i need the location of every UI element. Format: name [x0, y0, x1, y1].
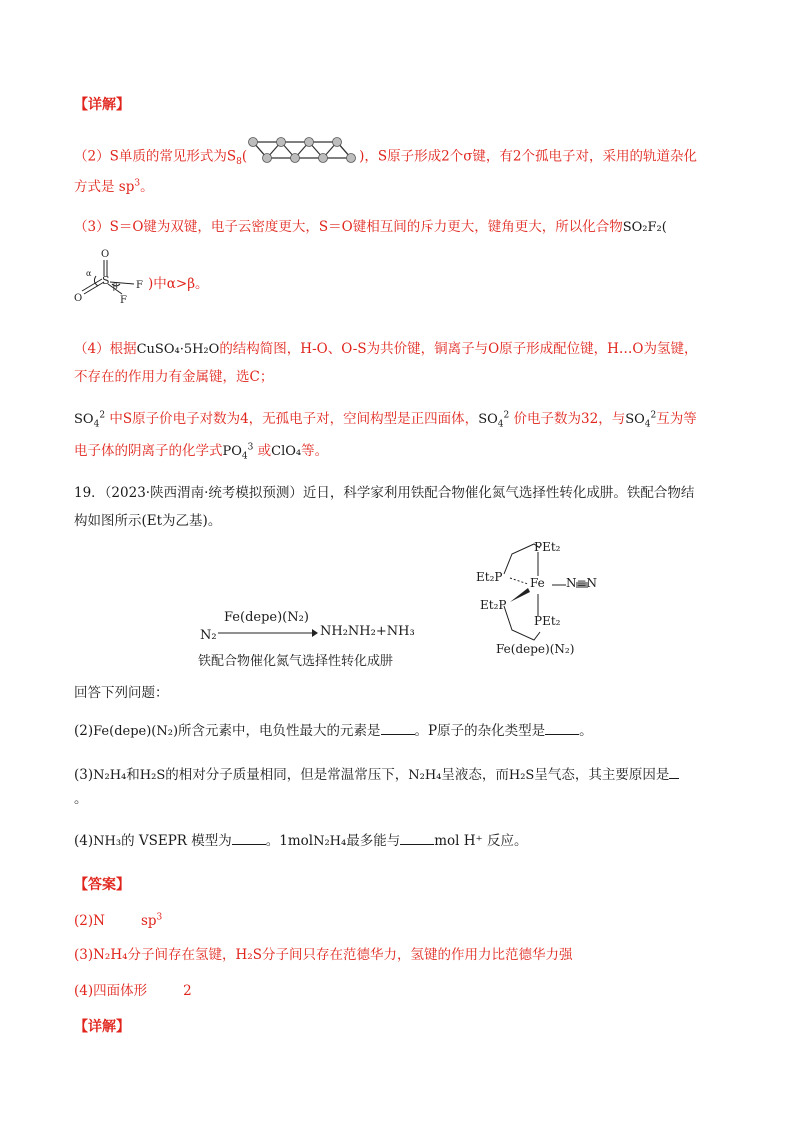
so2f2-o-top: O: [101, 249, 110, 260]
reaction-caption: 铁配合物催化氮气选择性转化成肼: [198, 654, 394, 669]
q19-sub4: (4)NH₃的 VSEPR 模型为 。1molN₂H₄最多能与 mol H⁺ 反应。: [74, 833, 528, 849]
q19-sub3-line1: (3)N₂H₄和H₂S的相对分子质量相同，但是常温常压下，N₂H₄呈液态，而H₂S呈气态，其主要原因是: [74, 766, 679, 785]
reaction-scheme: [196, 608, 436, 670]
reaction-right: NH₂NH₂+NH₃: [320, 624, 415, 639]
detail-p5-line2: 电子体的阴离子的化学式$PO_4^3$ 或ClO₄等。: [74, 442, 329, 462]
so2f2-alpha: α: [86, 269, 92, 278]
q19-sub2: (2)Fe(depe)(N₂)所含元素中，电负性最大的元素是 。P原子的杂化类型是 。: [74, 723, 593, 739]
q19-prompt: 回答下列问题：: [74, 685, 169, 701]
complex-fe: Fe: [530, 576, 545, 590]
answer-3: (3)N₂H₄分子间存在氢键，H₂S分子间只存在范德华力，氢键的作用力比范德华力强: [74, 947, 573, 963]
s8-ring-diagram: [247, 142, 359, 172]
detail-heading-2: 【详解】: [74, 1019, 130, 1035]
detail-p3-line2: )中α>β。: [148, 276, 209, 292]
so2f2-s: S: [102, 274, 110, 287]
answer-blank[interactable]: [545, 722, 579, 735]
answer-heading: 【答案】: [74, 877, 130, 893]
answer-blank[interactable]: [232, 832, 266, 845]
complex-caption: Fe(depe)(N₂): [496, 642, 575, 656]
complex-pet2-top: PEt₂: [534, 540, 561, 554]
answer-2: (2)N $sp^3$: [74, 912, 163, 929]
so2f2-beta: β: [113, 282, 118, 291]
answer-blank[interactable]: [381, 722, 415, 735]
reaction-left: N₂: [200, 628, 217, 643]
detail-p4-line2: 不存在的作用力有金属键，选C；: [74, 369, 274, 385]
answer-blank[interactable]: [669, 766, 679, 779]
complex-et2p-left: Et₂P: [476, 570, 503, 584]
detail-p4-line1: （4）根据CuSO₄·5H₂O的结构简图，H-O、O-S为共价键，铜离子与O原子形成配位键，H…O为氢键，: [74, 341, 698, 357]
detail-p2-line2: 方式是 $sp^3$。: [74, 178, 154, 195]
so2f2-o-bottom: O: [74, 293, 83, 304]
fe-complex-structure: [476, 536, 636, 662]
so2f2-f-right: F: [136, 280, 143, 291]
q19-intro-line1: 19．（2023·陕西渭南·统考模拟预测）近日，科学家利用铁配合物催化氮气选择性转化成肼。铁配合物结: [74, 485, 695, 501]
detail-heading-1: 【详解】: [74, 97, 130, 113]
detail-p5-line1: $SO_4^2$ 中S原子价电子对数为4，无孤电子对，空间构型是正四面体，$SO_4^2$ 价电子数为32，与$SO_4^2$互为等: [74, 410, 697, 430]
reaction-catalyst: Fe(depe)(N₂): [224, 610, 309, 625]
so2f2-f-bottom: F: [120, 295, 127, 304]
complex-n-triple: N≡N: [566, 576, 598, 590]
so2f2-structure: [74, 246, 154, 304]
detail-p2-line1: （2）S单质的常见形式为$S_8$( )，S原子形成2个σ键，有2个孤电子对，采用的轨道杂化: [74, 142, 697, 172]
answer-blank[interactable]: [400, 832, 434, 845]
complex-et2p-left2: Et₂P: [480, 598, 507, 612]
q19-intro-line2: 构如图所示(Et为乙基)。: [74, 513, 222, 529]
detail-p3-line1: （3）S＝O键为双键，电子云密度更大，S＝O键相互间的斥力更大，键角更大，所以化合物SO₂F₂(: [74, 219, 667, 235]
q19-sub3-line2: 。: [74, 791, 88, 807]
answer-4: (4)四面体形 2: [74, 983, 192, 999]
complex-pet2-bottom: PEt₂: [534, 614, 561, 628]
